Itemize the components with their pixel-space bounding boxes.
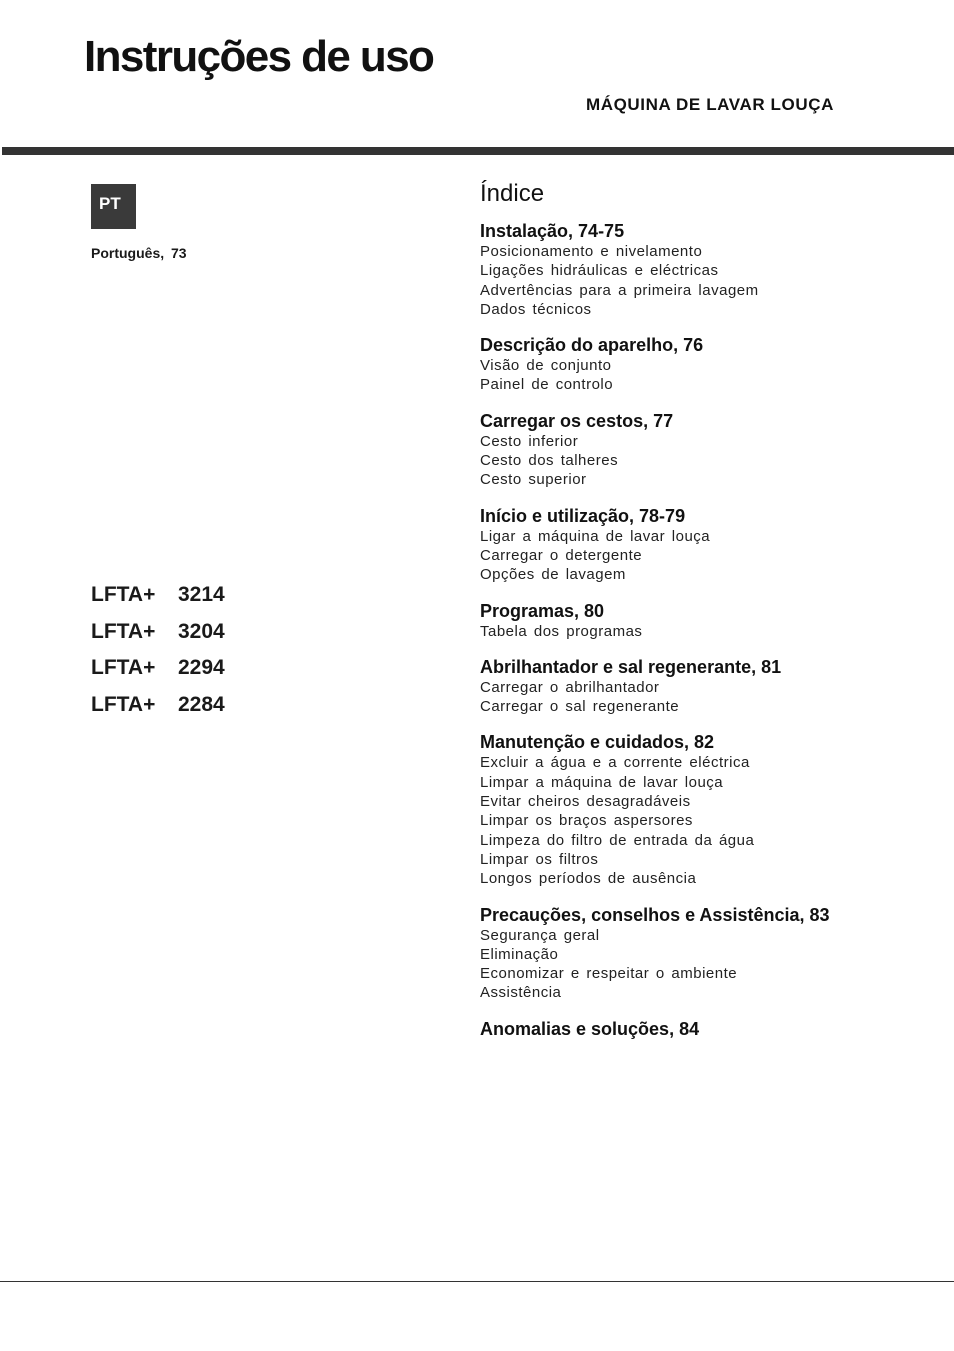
section-item: Carregar o sal regenerante	[480, 698, 680, 716]
section-item-list	[480, 527, 920, 585]
footer-divider	[0, 1281, 954, 1282]
language-badge: PT	[91, 184, 136, 229]
model-list	[91, 581, 225, 728]
section-item: Posicionamento e nivelamento	[480, 243, 703, 260]
model-item	[91, 581, 225, 618]
language-label: Português, 73	[91, 245, 187, 261]
index-section	[480, 334, 920, 395]
section-item-list	[480, 753, 920, 888]
section-title: Descrição do aparelho, 76	[480, 335, 704, 356]
index-section	[480, 410, 920, 490]
index-sections	[480, 220, 920, 1040]
section-title: Abrilhantador e sal regenerante, 81	[480, 656, 782, 677]
index-section	[480, 656, 920, 717]
section-title: Carregar os cestos, 77	[480, 410, 674, 431]
section-item-list	[480, 432, 920, 490]
section-item: Cesto dos talheres	[480, 452, 619, 470]
section-item: Limpar os filtros	[480, 850, 599, 868]
section-item: Limpar a máquina de lavar louça	[480, 773, 724, 791]
section-item-list	[480, 678, 920, 717]
index-section	[480, 505, 920, 585]
section-item: Carregar o abrilhantador	[480, 678, 660, 696]
section-item: Cesto inferior	[480, 432, 579, 450]
table-of-contents	[480, 180, 920, 1055]
product-subtitle: MÁQUINA DE LAVAR LOUÇA	[585, 95, 834, 114]
index-section	[480, 904, 920, 1003]
section-item: Ligações hidráulicas e eléctricas	[480, 262, 719, 280]
section-item: Economizar e respeitar o ambiente	[480, 965, 738, 983]
model-item	[91, 618, 225, 655]
section-item: Visão de conjunto	[480, 357, 612, 375]
model-number: 3204	[178, 619, 225, 643]
section-item: Cesto superior	[480, 471, 587, 489]
section-title: Manutenção e cuidados, 82	[480, 732, 715, 753]
model-prefix: LFTA+	[91, 583, 156, 606]
section-item: Tabela dos programas	[480, 622, 643, 640]
section-item: Assistência	[480, 984, 562, 1002]
index-title: Índice	[480, 180, 545, 207]
index-section	[480, 731, 920, 888]
model-prefix: LFTA+	[91, 693, 156, 717]
section-title: Anomalias e soluções, 84	[480, 1018, 700, 1039]
section-item: Evitar cheiros desagradáveis	[480, 793, 691, 811]
model-number: 2284	[178, 693, 225, 717]
model-item	[91, 654, 225, 691]
section-item-list	[480, 926, 920, 1003]
section-item-list	[480, 622, 920, 641]
section-item: Ligar a máquina de lavar louça	[480, 527, 711, 545]
section-item: Carregar o detergente	[480, 546, 643, 564]
section-title: Início e utilização, 78-79	[480, 505, 686, 526]
header-divider	[2, 147, 954, 155]
section-item: Longos períodos de ausência	[480, 870, 697, 888]
section-title: Instalação, 74-75	[480, 221, 625, 241]
section-item: Limpar os braços aspersores	[480, 812, 693, 830]
model-prefix: LFTA+	[91, 656, 156, 680]
section-item: Limpeza do filtro de entrada da água	[480, 831, 755, 849]
model-number: 3214	[178, 583, 225, 606]
section-title: Precauções, conselhos e Assistência, 83	[480, 904, 830, 925]
section-item-list	[480, 242, 920, 319]
section-item: Painel de controlo	[480, 376, 614, 394]
index-section	[480, 1018, 920, 1040]
section-item: Opções de lavagem	[480, 566, 626, 584]
page-title: Instruções de uso	[84, 32, 434, 81]
model-number: 2294	[178, 656, 225, 680]
section-item: Advertências para a primeira lavagem	[480, 281, 759, 299]
section-item: Excluir a água e a corrente eléctrica	[480, 754, 750, 772]
index-section	[480, 220, 920, 319]
index-section	[480, 600, 920, 641]
section-item-list	[480, 356, 920, 395]
model-item	[91, 691, 225, 728]
section-item: Segurança geral	[480, 926, 600, 944]
section-title: Programas, 80	[480, 600, 605, 621]
model-prefix: LFTA+	[91, 619, 156, 643]
section-item: Eliminação	[480, 945, 559, 963]
section-item: Dados técnicos	[480, 300, 592, 318]
